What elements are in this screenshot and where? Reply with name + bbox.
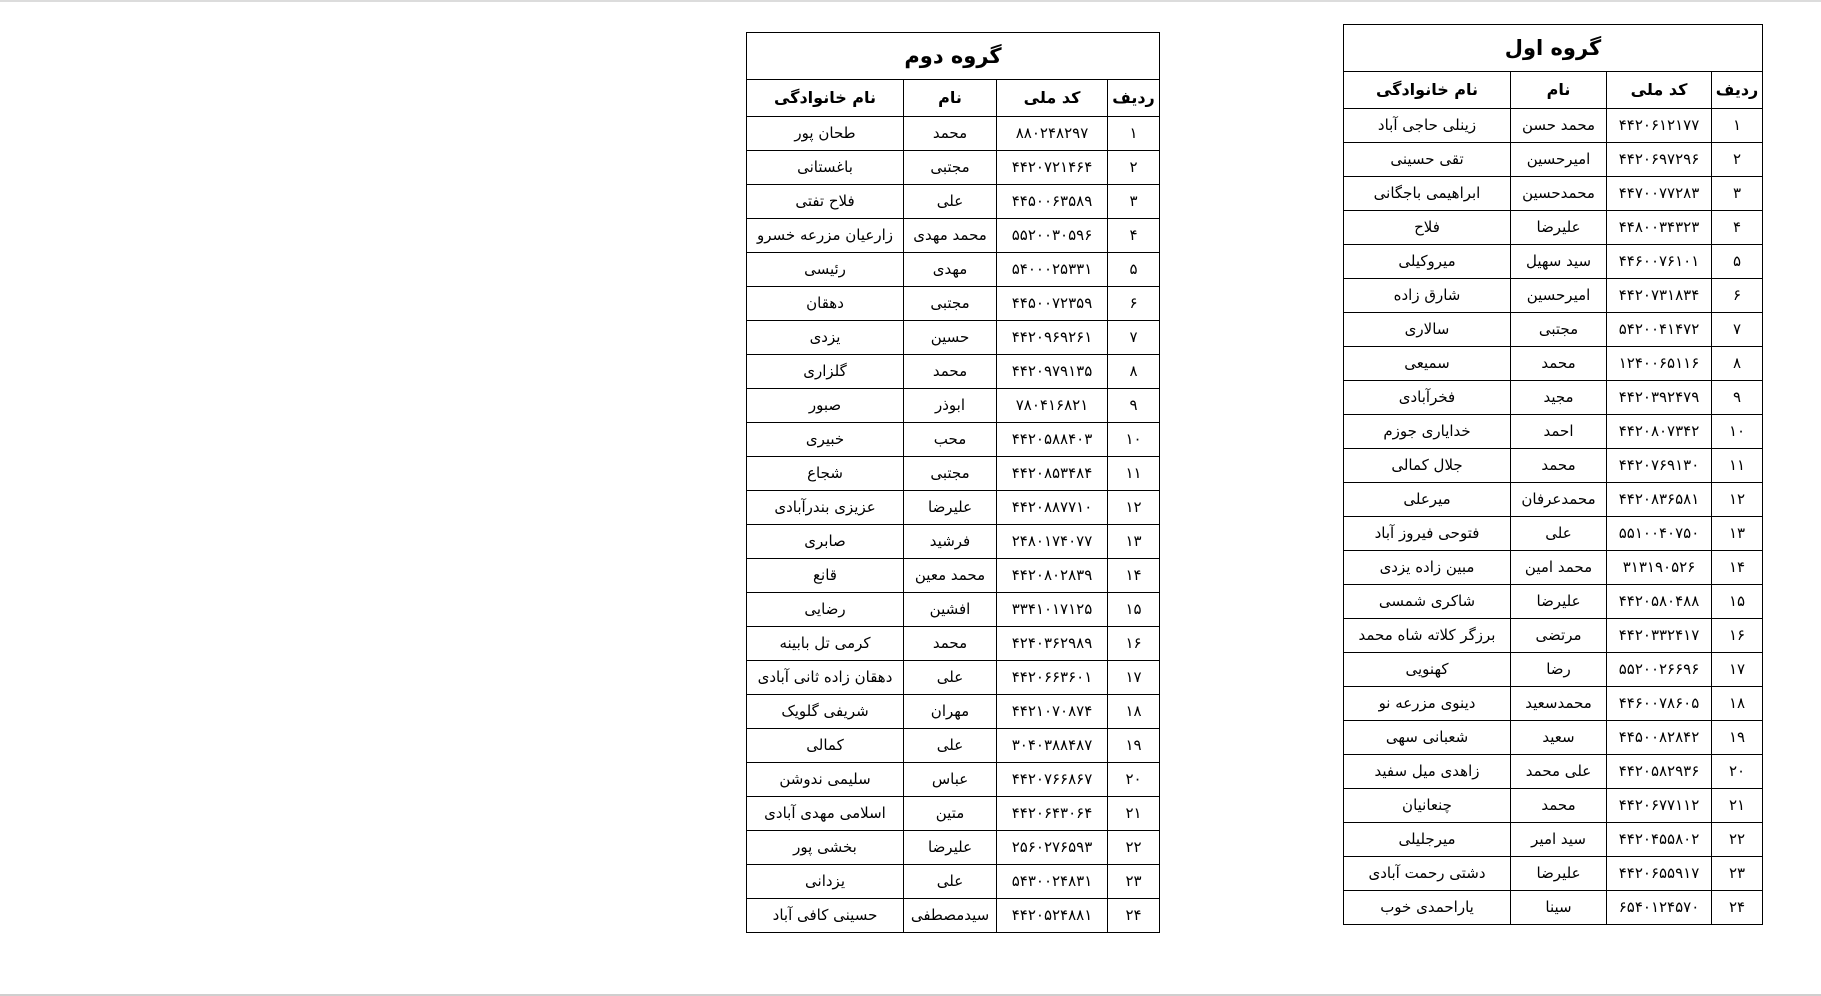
last-name-cell: خدایاری جوزم: [1344, 415, 1511, 449]
last-name-cell: فلاح تفتی: [747, 185, 904, 219]
table-row: [747, 389, 1160, 423]
first-name-cell: علی محمد: [1511, 755, 1607, 789]
row-index: ۱۷: [1712, 653, 1763, 687]
last-name-cell: برزگر کلاته شاه محمد: [1344, 619, 1511, 653]
table-row: [747, 695, 1160, 729]
first-name-cell: محمد: [904, 627, 997, 661]
group-two-header-row: [747, 80, 1160, 117]
first-name-cell: علی: [1511, 517, 1607, 551]
row-index: ۱۷: [1108, 661, 1160, 695]
last-name-cell: شارق زاده: [1344, 279, 1511, 313]
last-name-cell: مبین زاده یزدی: [1344, 551, 1511, 585]
national-code-cell: ۴۴۲۰۸۳۶۵۸۱: [1607, 483, 1712, 517]
row-index: ۲۱: [1108, 797, 1160, 831]
first-name-cell: احمد: [1511, 415, 1607, 449]
first-name-cell: محمدسعید: [1511, 687, 1607, 721]
last-name-cell: شعبانی سهی: [1344, 721, 1511, 755]
table-row: [1344, 585, 1763, 619]
national-code-cell: ۴۴۵۰۰۷۲۳۵۹: [997, 287, 1108, 321]
first-name-cell: افشین: [904, 593, 997, 627]
table-row: [1344, 245, 1763, 279]
national-code-cell: ۴۴۲۰۵۸۰۴۸۸: [1607, 585, 1712, 619]
table-row: [1344, 823, 1763, 857]
column-header-first-name: نام: [1511, 72, 1607, 109]
row-index: ۳: [1108, 185, 1160, 219]
last-name-cell: کهنویی: [1344, 653, 1511, 687]
national-code-cell: ۴۴۲۰۵۲۴۸۸۱: [997, 899, 1108, 933]
national-code-cell: ۴۴۲۰۸۸۷۷۱۰: [997, 491, 1108, 525]
table-row: [747, 865, 1160, 899]
column-header-national-code: کد ملی: [997, 80, 1108, 117]
national-code-cell: ۳۰۴۰۳۸۸۴۸۷: [997, 729, 1108, 763]
table-row: [1344, 449, 1763, 483]
table-row: [747, 763, 1160, 797]
last-name-cell: زاهدی میل سفید: [1344, 755, 1511, 789]
row-index: ۱۳: [1108, 525, 1160, 559]
first-name-cell: محمدحسین: [1511, 177, 1607, 211]
national-code-cell: ۴۴۸۰۰۳۴۳۲۳: [1607, 211, 1712, 245]
national-code-cell: ۴۴۲۰۳۳۲۴۱۷: [1607, 619, 1712, 653]
row-index: ۱۰: [1108, 423, 1160, 457]
row-index: ۷: [1108, 321, 1160, 355]
last-name-cell: ابراهیمی باجگانی: [1344, 177, 1511, 211]
row-index: ۱: [1712, 109, 1763, 143]
row-index: ۱۵: [1712, 585, 1763, 619]
last-name-cell: طحان پور: [747, 117, 904, 151]
national-code-cell: ۵۵۱۰۰۴۰۷۵۰: [1607, 517, 1712, 551]
national-code-cell: ۴۴۲۰۵۸۲۹۳۶: [1607, 755, 1712, 789]
table-row: [747, 729, 1160, 763]
group-two-rows: [747, 117, 1160, 933]
column-header-last-name: نام خانوادگی: [747, 80, 904, 117]
last-name-cell: میروکیلی: [1344, 245, 1511, 279]
table-row: [747, 593, 1160, 627]
national-code-cell: ۴۴۲۰۶۶۳۶۰۱: [997, 661, 1108, 695]
national-code-cell: ۸۸۰۲۴۸۲۹۷: [997, 117, 1108, 151]
last-name-cell: کمالی: [747, 729, 904, 763]
last-name-cell: صابری: [747, 525, 904, 559]
national-code-cell: ۳۳۴۱۰۱۷۱۲۵: [997, 593, 1108, 627]
row-index: ۱۳: [1712, 517, 1763, 551]
last-name-cell: شاکری شمسی: [1344, 585, 1511, 619]
group-two-table: [746, 32, 1160, 933]
last-name-cell: زارعیان مزرعه خسرو: [747, 219, 904, 253]
national-code-cell: ۴۴۲۰۳۹۲۴۷۹: [1607, 381, 1712, 415]
row-index: ۴: [1108, 219, 1160, 253]
row-index: ۲۰: [1712, 755, 1763, 789]
last-name-cell: باغستانی: [747, 151, 904, 185]
last-name-cell: فتوحی فیروز آباد: [1344, 517, 1511, 551]
first-name-cell: سید سهیل: [1511, 245, 1607, 279]
last-name-cell: اسلامی مهدی آبادی: [747, 797, 904, 831]
last-name-cell: دینوی مزرعه نو: [1344, 687, 1511, 721]
row-index: ۱۱: [1712, 449, 1763, 483]
table-row: [1344, 721, 1763, 755]
national-code-cell: ۴۴۲۰۶۵۵۹۱۷: [1607, 857, 1712, 891]
first-name-cell: ابوذر: [904, 389, 997, 423]
national-code-cell: ۱۲۴۰۰۶۵۱۱۶: [1607, 347, 1712, 381]
row-index: ۹: [1108, 389, 1160, 423]
national-code-cell: ۴۴۲۰۶۴۳۰۶۴: [997, 797, 1108, 831]
first-name-cell: امیرحسین: [1511, 279, 1607, 313]
row-index: ۲: [1712, 143, 1763, 177]
national-code-cell: ۵۵۲۰۰۳۰۵۹۶: [997, 219, 1108, 253]
table-row: [1344, 687, 1763, 721]
national-code-cell: ۲۴۸۰۱۷۴۰۷۷: [997, 525, 1108, 559]
table-row: [1344, 109, 1763, 143]
national-code-cell: ۴۴۲۰۷۲۱۴۶۴: [997, 151, 1108, 185]
row-index: ۱۸: [1712, 687, 1763, 721]
table-row: [1344, 483, 1763, 517]
table-row: [1344, 517, 1763, 551]
table-row: [1344, 551, 1763, 585]
last-name-cell: دهقان: [747, 287, 904, 321]
first-name-cell: فرشید: [904, 525, 997, 559]
first-name-cell: مجتبی: [904, 287, 997, 321]
row-index: ۱۵: [1108, 593, 1160, 627]
national-code-cell: ۴۲۴۰۳۶۲۹۸۹: [997, 627, 1108, 661]
last-name-cell: بخشی پور: [747, 831, 904, 865]
column-header-last-name: نام خانوادگی: [1344, 72, 1511, 109]
row-index: ۱۶: [1108, 627, 1160, 661]
national-code-cell: ۴۴۲۰۷۶۹۱۳۰: [1607, 449, 1712, 483]
first-name-cell: علیرضا: [1511, 585, 1607, 619]
national-code-cell: ۴۴۲۰۶۷۷۱۱۲: [1607, 789, 1712, 823]
last-name-cell: میرعلی: [1344, 483, 1511, 517]
table-row: [1344, 381, 1763, 415]
table-row: [747, 423, 1160, 457]
column-header-index: ردیف: [1712, 72, 1763, 109]
first-name-cell: مجتبی: [1511, 313, 1607, 347]
column-header-national-code: کد ملی: [1607, 72, 1712, 109]
first-name-cell: علی: [904, 729, 997, 763]
national-code-cell: ۴۴۶۰۰۷۶۱۰۱: [1607, 245, 1712, 279]
table-row: [1344, 347, 1763, 381]
last-name-cell: دهقان زاده ثانی آبادی: [747, 661, 904, 695]
row-index: ۶: [1108, 287, 1160, 321]
row-index: ۲۰: [1108, 763, 1160, 797]
last-name-cell: سالاری: [1344, 313, 1511, 347]
first-name-cell: سعید: [1511, 721, 1607, 755]
last-name-cell: میرجلیلی: [1344, 823, 1511, 857]
row-index: ۱۲: [1712, 483, 1763, 517]
last-name-cell: عزیزی بندرآبادی: [747, 491, 904, 525]
table-row: [1344, 891, 1763, 925]
table-row: [747, 287, 1160, 321]
national-code-cell: ۴۴۲۰۸۰۷۳۴۲: [1607, 415, 1712, 449]
first-name-cell: سیدمصطفی: [904, 899, 997, 933]
national-code-cell: ۳۱۳۱۹۰۵۲۶: [1607, 551, 1712, 585]
national-code-cell: ۵۴۲۰۰۴۱۴۷۲: [1607, 313, 1712, 347]
first-name-cell: محب: [904, 423, 997, 457]
first-name-cell: رضا: [1511, 653, 1607, 687]
national-code-cell: ۴۴۵۰۰۸۲۸۴۲: [1607, 721, 1712, 755]
top-border: [0, 0, 1821, 2]
first-name-cell: مهدی: [904, 253, 997, 287]
national-code-cell: ۵۴۰۰۰۲۵۳۳۱: [997, 253, 1108, 287]
first-name-cell: علیرضا: [1511, 211, 1607, 245]
national-code-cell: ۴۴۲۰۸۵۳۴۸۴: [997, 457, 1108, 491]
first-name-cell: محمد: [1511, 789, 1607, 823]
row-index: ۲۲: [1108, 831, 1160, 865]
first-name-cell: محمد معین: [904, 559, 997, 593]
row-index: ۵: [1712, 245, 1763, 279]
row-index: ۲۴: [1108, 899, 1160, 933]
row-index: ۲: [1108, 151, 1160, 185]
last-name-cell: دشتی رحمت آبادی: [1344, 857, 1511, 891]
group-one-table: [1343, 24, 1763, 925]
first-name-cell: حسین: [904, 321, 997, 355]
national-code-cell: ۴۴۲۰۹۷۹۱۳۵: [997, 355, 1108, 389]
first-name-cell: محمد مهدی: [904, 219, 997, 253]
last-name-cell: زینلی حاجی آباد: [1344, 109, 1511, 143]
first-name-cell: علیرضا: [1511, 857, 1607, 891]
row-index: ۵: [1108, 253, 1160, 287]
row-index: ۱۲: [1108, 491, 1160, 525]
first-name-cell: علیرضا: [904, 831, 997, 865]
table-row: [747, 627, 1160, 661]
last-name-cell: چنعانیان: [1344, 789, 1511, 823]
first-name-cell: علی: [904, 661, 997, 695]
first-name-cell: محمد: [904, 355, 997, 389]
national-code-cell: ۴۴۲۰۷۳۱۸۳۴: [1607, 279, 1712, 313]
column-header-first-name: نام: [904, 80, 997, 117]
last-name-cell: سمیعی: [1344, 347, 1511, 381]
row-index: ۷: [1712, 313, 1763, 347]
table-row: [1344, 755, 1763, 789]
first-name-cell: امیرحسین: [1511, 143, 1607, 177]
table-row: [747, 491, 1160, 525]
table-row: [747, 151, 1160, 185]
first-name-cell: محمد: [1511, 449, 1607, 483]
first-name-cell: مجتبی: [904, 151, 997, 185]
table-row: [747, 797, 1160, 831]
table-row: [1344, 857, 1763, 891]
group-two-title: گروه دوم: [747, 33, 1160, 80]
table-row: [1344, 143, 1763, 177]
table-row: [1344, 619, 1763, 653]
last-name-cell: کرمی تل بابینه: [747, 627, 904, 661]
group-one-title: گروه اول: [1344, 25, 1763, 72]
table-row: [747, 899, 1160, 933]
first-name-cell: مرتضی: [1511, 619, 1607, 653]
row-index: ۲۳: [1108, 865, 1160, 899]
national-code-cell: ۴۴۲۰۶۱۲۱۷۷: [1607, 109, 1712, 143]
first-name-cell: علیرضا: [904, 491, 997, 525]
national-code-cell: ۴۴۲۰۹۶۹۲۶۱: [997, 321, 1108, 355]
last-name-cell: شجاع: [747, 457, 904, 491]
national-code-cell: ۴۴۲۰۴۵۵۸۰۲: [1607, 823, 1712, 857]
row-index: ۹: [1712, 381, 1763, 415]
national-code-cell: ۴۴۶۰۰۷۸۶۰۵: [1607, 687, 1712, 721]
last-name-cell: رئیسی: [747, 253, 904, 287]
national-code-cell: ۴۴۲۰۸۰۲۸۳۹: [997, 559, 1108, 593]
first-name-cell: سید امیر: [1511, 823, 1607, 857]
national-code-cell: ۵۴۳۰۰۲۴۸۳۱: [997, 865, 1108, 899]
first-name-cell: مجید: [1511, 381, 1607, 415]
row-index: ۶: [1712, 279, 1763, 313]
group-one-header-row: [1344, 72, 1763, 109]
row-index: ۲۱: [1712, 789, 1763, 823]
national-code-cell: ۶۵۴۰۱۲۴۵۷۰: [1607, 891, 1712, 925]
last-name-cell: یزدانی: [747, 865, 904, 899]
table-row: [747, 253, 1160, 287]
group-one-rows: [1344, 109, 1763, 925]
national-code-cell: ۴۴۲۰۵۸۸۴۰۳: [997, 423, 1108, 457]
row-index: ۱۹: [1108, 729, 1160, 763]
table-row: [747, 321, 1160, 355]
national-code-cell: ۴۴۵۰۰۶۳۵۸۹: [997, 185, 1108, 219]
row-index: ۸: [1712, 347, 1763, 381]
last-name-cell: خبیری: [747, 423, 904, 457]
row-index: ۲۴: [1712, 891, 1763, 925]
table-row: [1344, 653, 1763, 687]
row-index: ۱۴: [1108, 559, 1160, 593]
last-name-cell: تقی حسینی: [1344, 143, 1511, 177]
table-row: [747, 559, 1160, 593]
first-name-cell: علی: [904, 865, 997, 899]
last-name-cell: یاراحمدی خوب: [1344, 891, 1511, 925]
last-name-cell: یزدی: [747, 321, 904, 355]
last-name-cell: فلاح: [1344, 211, 1511, 245]
first-name-cell: محمد: [904, 117, 997, 151]
last-name-cell: صبور: [747, 389, 904, 423]
table-row: [747, 219, 1160, 253]
first-name-cell: مهران: [904, 695, 997, 729]
row-index: ۱۰: [1712, 415, 1763, 449]
last-name-cell: جلال کمالی: [1344, 449, 1511, 483]
table-row: [747, 831, 1160, 865]
table-row: [747, 457, 1160, 491]
last-name-cell: گلزاری: [747, 355, 904, 389]
last-name-cell: سلیمی ندوشن: [747, 763, 904, 797]
first-name-cell: محمد حسن: [1511, 109, 1607, 143]
table-row: [747, 185, 1160, 219]
table-row: [1344, 415, 1763, 449]
national-code-cell: ۴۴۲۰۷۶۶۸۶۷: [997, 763, 1108, 797]
national-code-cell: ۲۵۶۰۲۷۶۵۹۳: [997, 831, 1108, 865]
table-row: [1344, 279, 1763, 313]
last-name-cell: شریفی گلویک: [747, 695, 904, 729]
table-row: [1344, 313, 1763, 347]
row-index: ۲۲: [1712, 823, 1763, 857]
national-code-cell: ۴۴۷۰۰۷۷۲۸۳: [1607, 177, 1712, 211]
row-index: ۱: [1108, 117, 1160, 151]
last-name-cell: فخرآبادی: [1344, 381, 1511, 415]
table-row: [747, 525, 1160, 559]
table-row: [1344, 211, 1763, 245]
row-index: ۱۸: [1108, 695, 1160, 729]
row-index: ۱۴: [1712, 551, 1763, 585]
table-row: [747, 661, 1160, 695]
row-index: ۸: [1108, 355, 1160, 389]
national-code-cell: ۴۴۲۰۶۹۷۲۹۶: [1607, 143, 1712, 177]
last-name-cell: قانع: [747, 559, 904, 593]
last-name-cell: حسینی کافی آباد: [747, 899, 904, 933]
row-index: ۲۳: [1712, 857, 1763, 891]
first-name-cell: متین: [904, 797, 997, 831]
first-name-cell: محمدعرفان: [1511, 483, 1607, 517]
first-name-cell: عباس: [904, 763, 997, 797]
first-name-cell: محمد: [1511, 347, 1607, 381]
row-index: ۳: [1712, 177, 1763, 211]
first-name-cell: مجتبی: [904, 457, 997, 491]
national-code-cell: ۷۸۰۴۱۶۸۲۱: [997, 389, 1108, 423]
row-index: ۱۹: [1712, 721, 1763, 755]
first-name-cell: علی: [904, 185, 997, 219]
row-index: ۱۶: [1712, 619, 1763, 653]
row-index: ۴: [1712, 211, 1763, 245]
first-name-cell: محمد امین: [1511, 551, 1607, 585]
first-name-cell: سینا: [1511, 891, 1607, 925]
table-row: [747, 117, 1160, 151]
national-code-cell: ۵۵۲۰۰۲۶۶۹۶: [1607, 653, 1712, 687]
national-code-cell: ۴۴۲۱۰۷۰۸۷۴: [997, 695, 1108, 729]
table-row: [747, 355, 1160, 389]
last-name-cell: رضایی: [747, 593, 904, 627]
row-index: ۱۱: [1108, 457, 1160, 491]
table-row: [1344, 789, 1763, 823]
column-header-index: ردیف: [1108, 80, 1160, 117]
table-row: [1344, 177, 1763, 211]
